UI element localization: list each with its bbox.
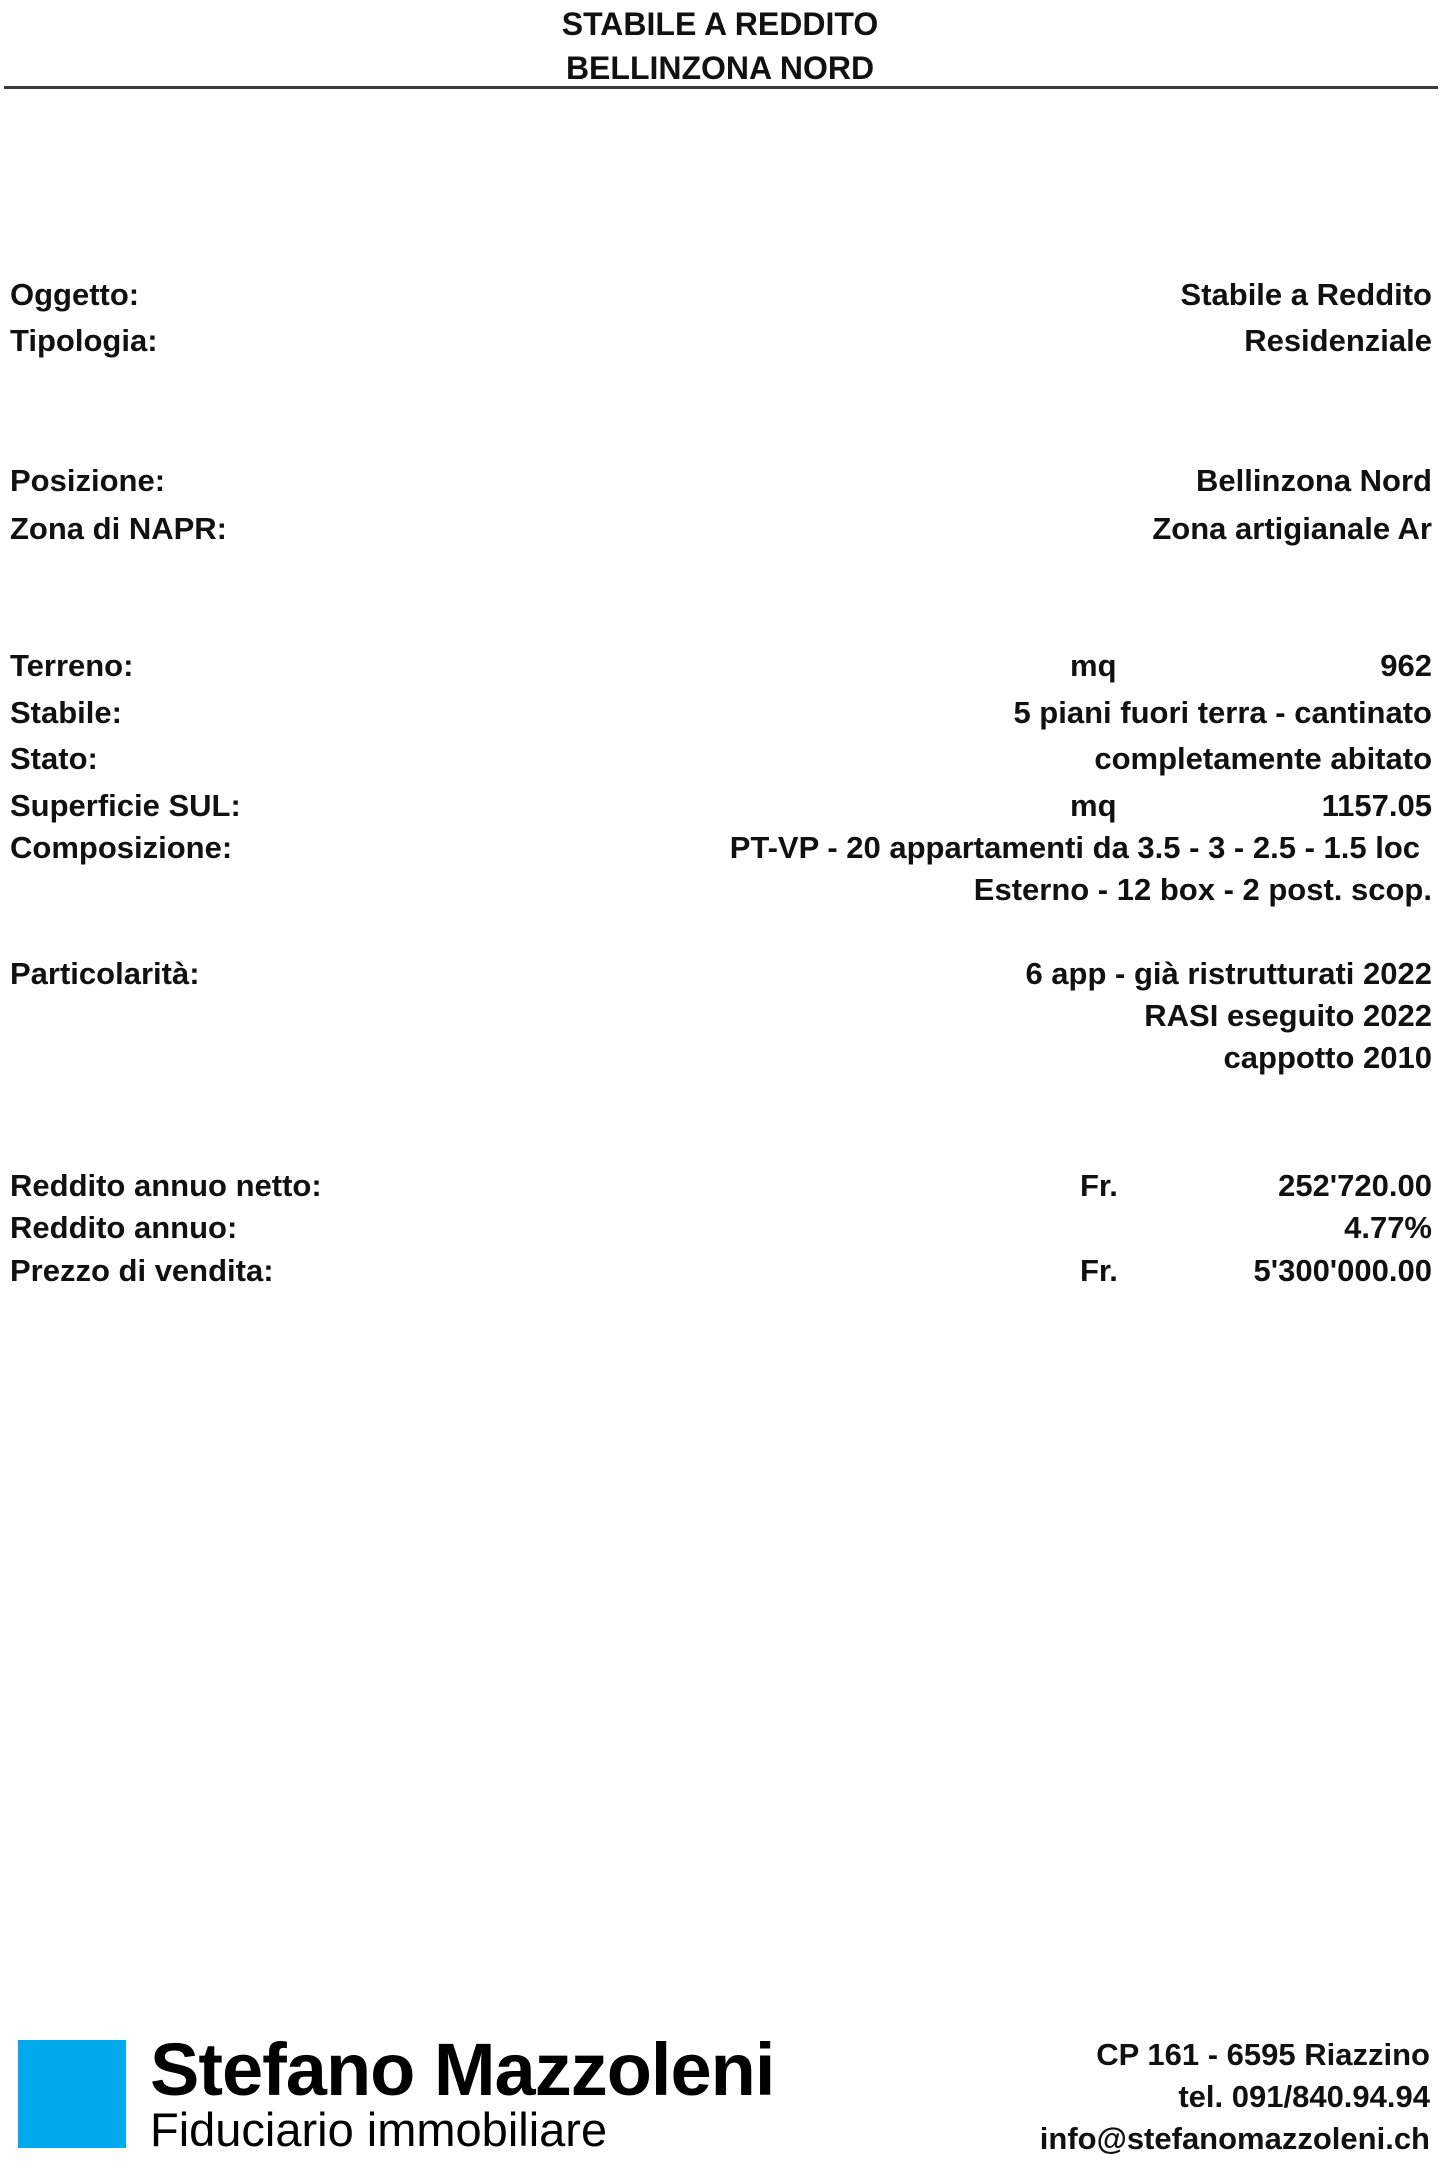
label-particolarita: Particolarità:: [10, 956, 200, 991]
value-stato: completamente abitato: [1094, 741, 1432, 776]
row-stabile: [10, 693, 1432, 733]
label-terreno: Terreno:: [10, 648, 134, 683]
label-zona: Zona di NAPR:: [10, 511, 227, 546]
value-zona: Zona artigianale Ar: [1152, 511, 1432, 546]
value-posizione: Bellinzona Nord: [1196, 463, 1432, 498]
contact-phone: tel. 091/840.94.94: [1178, 2079, 1430, 2114]
row-reddito-netto: [10, 1166, 1432, 1206]
contact-email[interactable]: info@stefanomazzoleni.ch: [1039, 2121, 1430, 2156]
label-stato: Stato:: [10, 741, 98, 776]
value-reddito-netto: 252'720.00: [1278, 1168, 1432, 1203]
row-zona: [10, 509, 1432, 549]
row-composizione: [10, 828, 1432, 868]
label-prezzo: Prezzo di vendita:: [10, 1253, 274, 1288]
label-reddito-netto: Reddito annuo netto:: [10, 1168, 322, 1203]
title-line-1: STABILE A REDDITO: [561, 6, 879, 42]
contact-block: [1040, 2034, 1430, 2160]
label-posizione: Posizione:: [10, 463, 166, 498]
unit-superficie: mq: [1070, 788, 1117, 823]
brand-subtitle: Fiduciario immobiliare: [150, 2103, 608, 2156]
unit-terreno: mq: [1070, 648, 1117, 683]
value-composizione-line-2: Esterno - 12 box - 2 post. scop.: [973, 872, 1432, 907]
value-terreno: 962: [1380, 648, 1432, 683]
value-stabile: 5 piani fuori terra - cantinato: [1013, 695, 1432, 730]
row-tipologia: [10, 321, 1432, 361]
value-composizione-line-1: PT-VP - 20 appartamenti da 3.5 - 3 - 2.5 - 1.5 loc: [729, 830, 1420, 865]
row-composizione-cont: [10, 870, 1432, 910]
unit-reddito-netto: Fr.: [1080, 1168, 1118, 1203]
row-posizione: [10, 461, 1432, 501]
label-tipologia: Tipologia:: [10, 323, 158, 358]
value-oggetto: Stabile a Reddito: [1180, 277, 1432, 312]
unit-prezzo: Fr.: [1080, 1253, 1118, 1288]
document-header: [0, 0, 1440, 90]
value-particolarita-line-1: 6 app - già ristrutturati 2022: [1025, 956, 1432, 991]
label-oggetto: Oggetto:: [10, 277, 140, 312]
row-oggetto: [10, 275, 1432, 315]
brand-name: Stefano Mazzoleni: [150, 2028, 775, 2111]
label-reddito-annuo: Reddito annuo:: [10, 1210, 238, 1245]
value-reddito-annuo: 4.77%: [1344, 1210, 1432, 1245]
row-stato: [10, 739, 1432, 779]
row-reddito-annuo: [10, 1208, 1432, 1248]
value-particolarita-line-2: RASI eseguito 2022: [1144, 998, 1432, 1033]
row-terreno: [10, 646, 1432, 686]
title-line-2: BELLINZONA NORD: [565, 50, 875, 86]
label-stabile: Stabile:: [10, 695, 122, 730]
row-particolarita-cont-2: [10, 1038, 1432, 1078]
value-superficie: 1157.05: [1321, 788, 1432, 823]
label-superficie: Superficie SUL:: [10, 788, 241, 823]
row-particolarita-cont-1: [10, 996, 1432, 1036]
row-prezzo: [10, 1251, 1432, 1291]
brand-logo-square: [18, 2040, 126, 2148]
value-particolarita-line-3: cappotto 2010: [1223, 1040, 1432, 1075]
row-particolarita: [10, 954, 1432, 994]
row-superficie: [10, 786, 1432, 826]
label-composizione: Composizione:: [10, 830, 233, 865]
value-tipologia: Residenziale: [1244, 323, 1432, 358]
contact-address: CP 161 - 6595 Riazzino: [1096, 2037, 1430, 2072]
header-divider: [4, 86, 1438, 89]
value-prezzo: 5'300'000.00: [1253, 1253, 1432, 1288]
